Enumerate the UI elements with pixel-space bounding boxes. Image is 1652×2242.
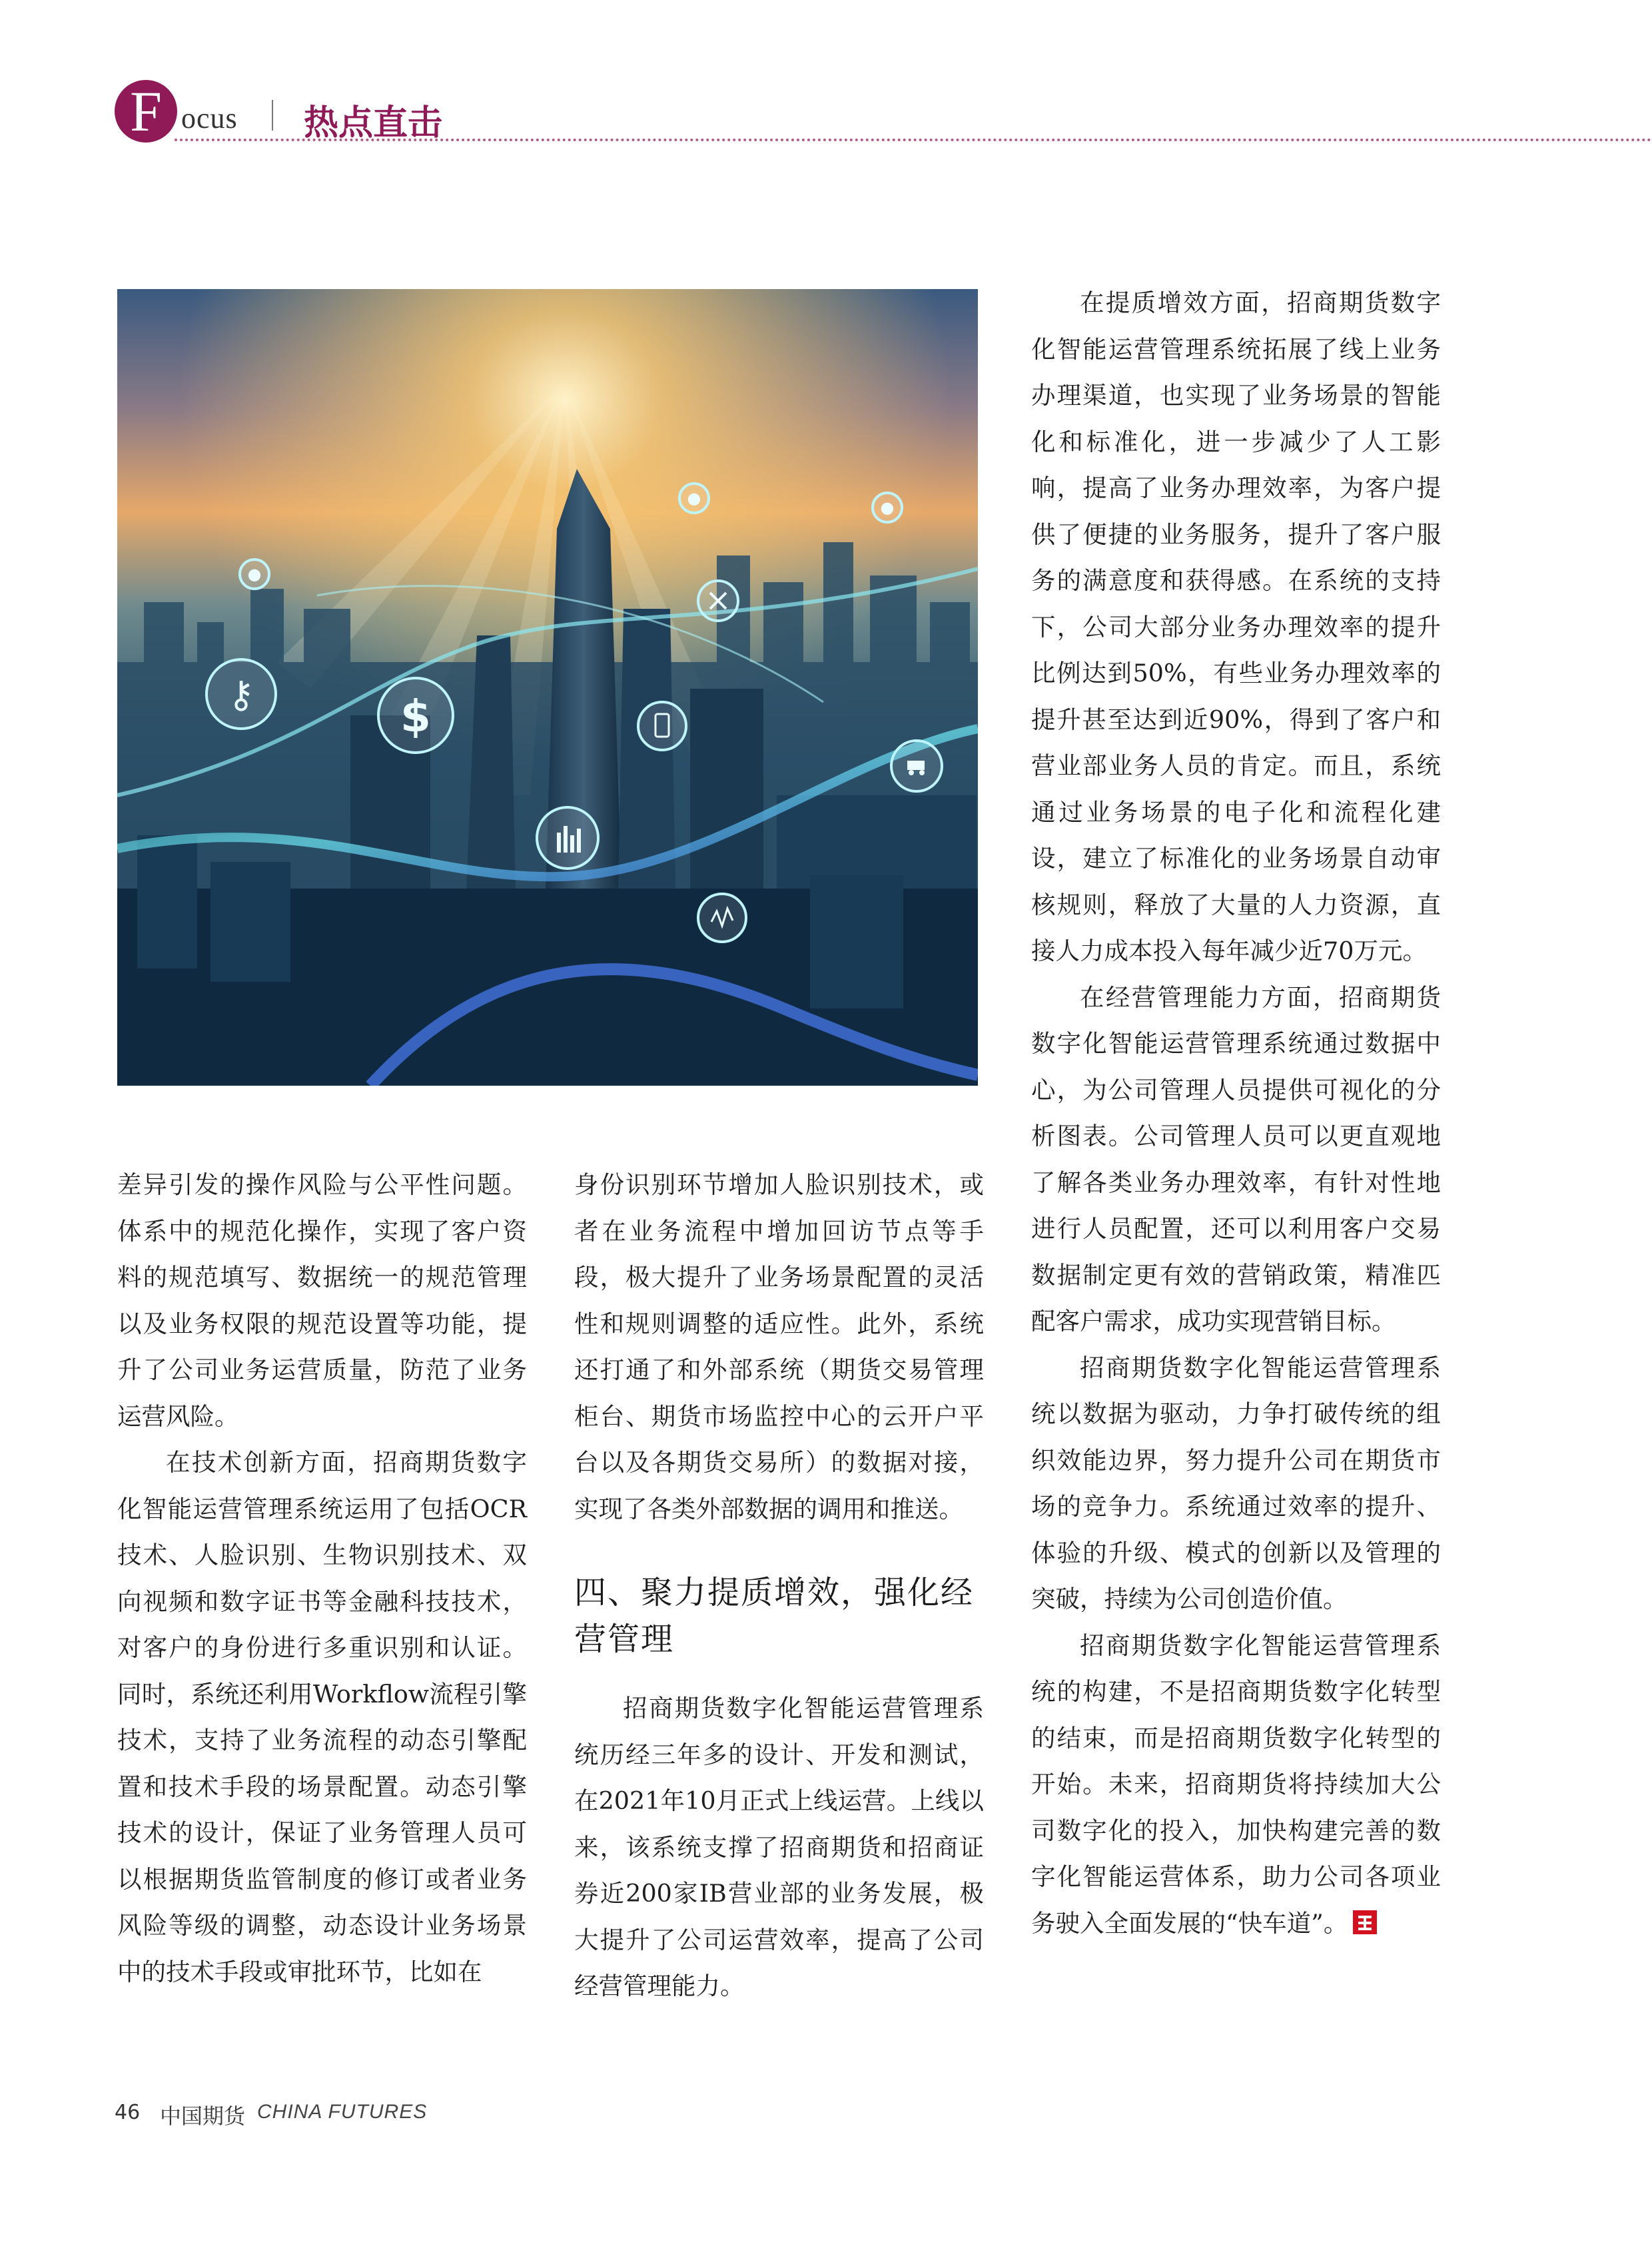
svg-text:$: $: [400, 691, 431, 742]
page-number: 46: [115, 2101, 141, 2124]
svg-text:●: ●: [880, 498, 895, 517]
text-column-3: [1031, 280, 1441, 1946]
paragraph: 招商期货数字化智能运营管理系统以数据为驱动，力争打破传统的组织效能边界，努力提升公司在期货市场的竞争力。系统通过效率的提升、体验的升级、模式的创新以及管理的突破，持续为公司创造价值。: [1031, 1353, 1441, 1613]
header-separator: [272, 100, 273, 131]
svg-text:●: ●: [247, 565, 262, 583]
magazine-name-cn: 中国期货: [160, 2103, 246, 2129]
text-column-1: [117, 1162, 527, 1995]
magazine-name-en: CHINA FUTURES: [257, 2101, 428, 2123]
paragraph-final-text: 招商期货数字化智能运营管理系统的构建，不是招商期货数字化转型的结束，而是招商期货数字化转型的开始。未来，招商期货将持续加大公司数字化的投入，加快构建完善的数字化智能运营体系，助力公司各项业务驶入全面发展的“快车道”。: [1031, 1631, 1441, 1938]
svg-text:⚷: ⚷: [227, 673, 255, 717]
paragraph: 在提质增效方面，招商期货数字化智能运营管理系统拓展了线上业务办理渠道，也实现了业务场景的智能化和标准化，进一步减少了人工影响，提高了业务办理效率，为客户提供了便捷的业务服务，提升了客户服务的满意度和获得感。在系统的支持下，公司大部分业务办理效率的提升比例达到50%，有些业务办理效率的提升甚至达到近90%，得到了客户和营业部业务人员的肯定。而且，系统通过业务场景的电子化和流程化建设，建立了标准化的业务场景自动审核规则，释放了大量的人力资源，直接人力成本投入每年减少近70万元。: [1031, 288, 1441, 965]
section-letter-badge: F: [115, 80, 177, 143]
section-title: 热点直击: [304, 103, 443, 143]
svg-text:●: ●: [687, 489, 701, 508]
section-heading: 四、聚力提质增效，强化经营管理: [574, 1574, 975, 1658]
phone-icon: [638, 702, 686, 750]
smart-city-illustration: [117, 289, 978, 1086]
section-label: ocus: [181, 102, 238, 135]
end-of-article-icon: [1353, 1910, 1377, 1934]
header-dotted-rule: [175, 139, 1652, 141]
paragraph: 差异引发的操作风险与公平性问题。体系中的规范化操作，实现了客户资料的规范填写、数据统一的规范管理以及业务权限的规范设置等功能，提升了公司业务运营质量，防范了业务运营风险。: [117, 1170, 527, 1431]
paragraph: 在经营管理能力方面，招商期货数字化智能运营管理系统通过数据中心，为公司管理人员提供可视化的分析图表。公司管理人员可以更直观地了解各类业务办理效率，有针对性地进行人员配置，还可以利用客户交易数据制定更有效的营销政策，精准匹配客户需求，成功实现营销目标。: [1031, 982, 1441, 1335]
paragraph: 在技术创新方面，招商期货数字化智能运营管理系统运用了包括OCR技术、人脸识别、生物识别技术、双向视频和数字证书等金融科技技术，对客户的身份进行多重识别和认证。同时，系统还利用Workflow流程引擎技术，支持了业务流程的动态引擎配置和技术手段的场景配置。动态引擎技术的设计，保证了业务管理人员可以根据期货监管制度的修订或者业务风险等级的调整，动态设计业务场景中的技术手段或审批环节，比如在: [117, 1448, 527, 1986]
paragraph: 身份识别环节增加人脸识别技术，或者在业务流程中增加回访节点等手段，极大提升了业务场景配置的灵活性和规则调整的适应性。此外，系统还打通了和外部系统（期货交易管理柜台、期货市场监控中心的云开户平台以及各期货交易所）的数据对接，实现了各类外部数据的调用和推送。: [574, 1170, 984, 1523]
paragraph-final: [1031, 1623, 1441, 1947]
wave-chart-icon: [698, 894, 746, 942]
paragraph: 招商期货数字化智能运营管理系统历经三年多的设计、开发和测试，在2021年10月正式上线运营。上线以来，该系统支撑了招商期货和招商证券近200家IB营业部的业务发展，极大提升了公司运营效率，提高了公司经营管理能力。: [574, 1694, 984, 2000]
text-column-2: [574, 1162, 984, 2010]
